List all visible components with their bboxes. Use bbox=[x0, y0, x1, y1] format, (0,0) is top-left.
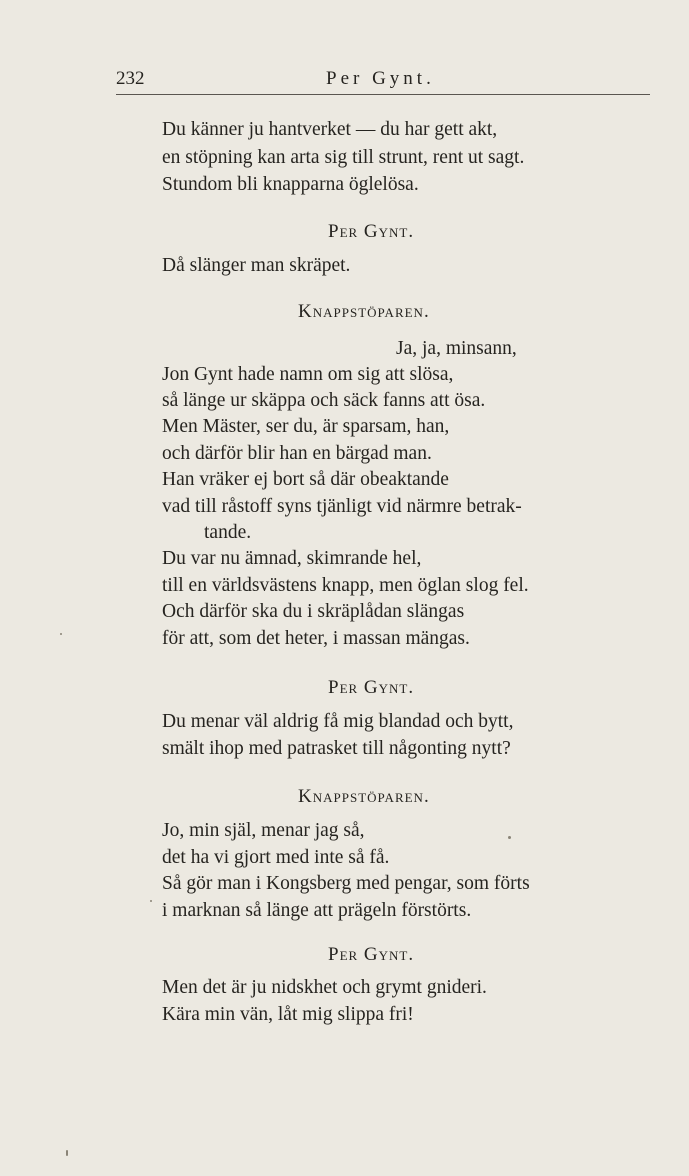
verse-line: till en världsvästens knapp, men öglan slog fel. bbox=[162, 575, 529, 596]
verse-line: Då slänger man skräpet. bbox=[162, 255, 351, 276]
paper-speck bbox=[150, 900, 152, 902]
verse-line: Du känner ju hantverket — du har gett akt, bbox=[162, 119, 498, 140]
speaker-name: Knappstöparen. bbox=[298, 786, 430, 807]
verse-line: Jo, min själ, menar jag så, bbox=[162, 820, 365, 841]
speaker-name: Per Gynt. bbox=[328, 944, 415, 965]
verse-line: Stundom bli knapparna öglelösa. bbox=[162, 174, 419, 195]
verse-line: och därför blir han en bärgad man. bbox=[162, 443, 432, 464]
page-number: 232 bbox=[116, 68, 145, 89]
speaker-name: Per Gynt. bbox=[328, 221, 415, 242]
verse-line: Du var nu ämnad, skimrande hel, bbox=[162, 548, 422, 569]
paper-speck bbox=[60, 633, 62, 635]
speaker-name: Knappstöparen. bbox=[298, 301, 430, 322]
verse-line: Så gör man i Kongsberg med pengar, som förts bbox=[162, 873, 530, 894]
verse-line: Du menar väl aldrig få mig blandad och bytt, bbox=[162, 711, 514, 732]
verse-line: i marknan så länge att prägeln förstörts. bbox=[162, 900, 472, 921]
verse-line: Och därför ska du i skräplådan slängas bbox=[162, 601, 465, 622]
verse-line: tande. bbox=[204, 522, 252, 543]
paper-speck bbox=[508, 836, 511, 839]
verse-line: Men det är ju nidskhet och grymt gnideri. bbox=[162, 977, 487, 998]
verse-line: Jon Gynt hade namn om sig att slösa, bbox=[162, 364, 454, 385]
verse-line: smält ihop med patrasket till någonting nytt? bbox=[162, 738, 511, 759]
running-title: Per Gynt. bbox=[326, 68, 435, 89]
verse-line: det ha vi gjort med inte så få. bbox=[162, 847, 390, 868]
verse-line: Men Mäster, ser du, är sparsam, han, bbox=[162, 416, 450, 437]
verse-line: Ja, ja, minsann, bbox=[396, 338, 517, 359]
verse-line: Han vräker ej bort så där obeaktande bbox=[162, 469, 449, 490]
speaker-name: Per Gynt. bbox=[328, 677, 415, 698]
running-head bbox=[116, 68, 650, 95]
verse-line: en stöpning kan arta sig till strunt, rent ut sagt. bbox=[162, 147, 525, 168]
verse-line: vad till råstoff syns tjänligt vid närmre betrak- bbox=[162, 496, 522, 517]
verse-line: Kära min vän, låt mig slippa fri! bbox=[162, 1004, 414, 1025]
paper-speck bbox=[66, 1150, 68, 1156]
verse-line: så länge ur skäppa och säck fanns att ösa. bbox=[162, 390, 486, 411]
verse-line: för att, som det heter, i massan mängas. bbox=[162, 628, 470, 649]
